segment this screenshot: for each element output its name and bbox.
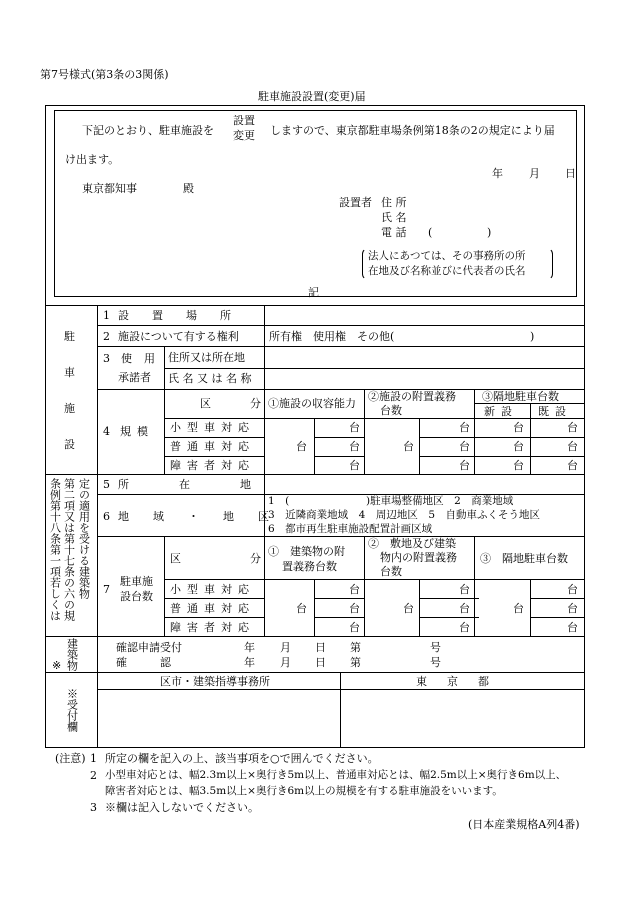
unit: 台	[567, 459, 578, 472]
row7-col2-a: ② 敷地及び建築	[368, 537, 456, 550]
row3-label-b: 承諾者	[118, 371, 151, 384]
zone-option-1b[interactable]: )駐車場整備地区 2 商業地域	[366, 495, 514, 507]
row3-number: 3	[103, 352, 110, 365]
unit: 台	[349, 440, 360, 453]
row2-label: 施設について有する権利	[118, 330, 239, 343]
row4-label: 規模	[120, 425, 154, 438]
rule	[419, 598, 479, 599]
unit: 台	[349, 583, 360, 596]
row5-number: 5	[103, 478, 110, 491]
ki-label: 記	[308, 286, 319, 299]
addressee: 東京都知事	[82, 182, 137, 195]
reception-col-city: 区市・建築指導事務所	[160, 675, 270, 688]
rule	[45, 636, 585, 637]
note1-number: 1	[90, 752, 97, 765]
corporate-note-2: 在地及び名称並びに代表者の氏名	[368, 265, 526, 277]
unit: 台	[513, 421, 524, 434]
rule	[314, 579, 315, 636]
note2-text-a: 小型車対応とは、幅2.3m以上×奥行き5m以上、普通車対応とは、幅2.5m以上×奥行き6m以上、	[105, 769, 567, 781]
conf-go: 号	[430, 656, 441, 669]
conf-label: 確 認	[116, 656, 171, 669]
row7-kubun-2: 分	[250, 552, 261, 565]
row2-number: 2	[103, 330, 110, 343]
row4-number: 4	[103, 425, 110, 438]
applicant-name-label: 氏 名	[381, 211, 407, 224]
unit: 台	[513, 602, 524, 615]
row3-sub-name: 氏名又は名称	[168, 372, 255, 385]
unit: 台	[296, 602, 307, 615]
unit: 台	[459, 421, 470, 434]
unit: 台	[403, 440, 414, 453]
side-facility-3: 施	[64, 402, 75, 415]
side-facility-1: 駐	[64, 330, 75, 343]
rule	[45, 672, 585, 673]
row7-label-a: 駐車施	[120, 575, 153, 588]
row7-type-compact: 小型車対応	[170, 583, 255, 596]
intro-text-2: しますので、東京都駐車場条例第18条の2の規定により届	[270, 124, 555, 137]
unit: 台	[349, 621, 360, 634]
date-month: 月	[529, 167, 540, 180]
row7-number: 7	[103, 583, 110, 596]
form-title: 駐車施設設置(変更)届	[258, 90, 366, 103]
side-facility-4: 設	[64, 438, 75, 451]
tel-paren-open: (	[428, 226, 433, 239]
unit: 台	[459, 621, 470, 634]
conf-apply-month: 月	[280, 641, 291, 654]
unit: 台	[349, 421, 360, 434]
rule	[314, 456, 364, 457]
unit: 台	[513, 459, 524, 472]
side-ordinance-2: 第二項又は第十七条の六の規	[62, 478, 76, 621]
rule	[530, 403, 531, 474]
rule	[419, 437, 585, 438]
conf-apply-year: 年	[244, 641, 255, 654]
unit: 台	[459, 583, 470, 596]
rule	[314, 437, 364, 438]
note1-text: 所定の欄を記入の上、該当事項を○で囲んでください。	[105, 752, 379, 765]
rule	[164, 598, 264, 599]
rule	[314, 598, 364, 599]
row7-col2-b: 物内の附置義務	[380, 551, 457, 564]
rule	[419, 456, 585, 457]
unit: 台	[459, 440, 470, 453]
rule	[264, 305, 265, 474]
row7-label-b: 設台数	[120, 590, 153, 603]
reception-col-tokyo: 東京都	[416, 675, 509, 688]
conf-apply-dai: 第	[350, 641, 361, 654]
rule	[264, 536, 265, 636]
notes-lead: (注意)	[55, 752, 86, 765]
unit: 台	[567, 621, 578, 634]
unit: 台	[567, 602, 578, 615]
rule	[419, 617, 479, 618]
row7-type-standard: 普通車対応	[170, 602, 255, 615]
row6-label: 地域・地区	[118, 510, 293, 523]
row4-col3-new: 新設	[484, 405, 518, 418]
zone-option-3[interactable]: 6 都市再生駐車施設配置計画区域	[268, 523, 433, 535]
row3-sub-address: 住所又は所在地	[168, 351, 245, 364]
side-facility-2: 車	[64, 366, 75, 379]
conf-apply-label: 確認申請受付	[116, 641, 182, 654]
rule	[164, 579, 585, 580]
row4-kubun-2: 分	[250, 397, 261, 410]
conf-year: 年	[244, 656, 255, 669]
rule	[97, 672, 98, 748]
rule	[97, 536, 585, 537]
rule	[164, 536, 165, 636]
bldg-side-mark: ※	[52, 659, 62, 672]
intro-text-1: 下記のとおり、駐車施設を	[82, 124, 214, 137]
row7-col1-b: 置義務台数	[282, 560, 337, 573]
unit: 台	[567, 440, 578, 453]
row7-col2-c: 台数	[380, 565, 402, 578]
side-ordinance-1: 条例第十八条第一項若しくは	[48, 478, 62, 621]
row6-number: 6	[103, 510, 110, 523]
rule	[97, 325, 585, 326]
option-setchi[interactable]: 設置	[233, 114, 255, 127]
rule	[419, 418, 420, 474]
rule	[97, 346, 585, 347]
row5-label: 所在地	[118, 478, 301, 491]
note2-number: 2	[90, 769, 97, 782]
side-ordinance-3: 定の適用を受ける建築物	[77, 478, 91, 599]
conf-apply-day: 日	[315, 641, 326, 654]
row7-kubun-1: 区	[170, 552, 181, 565]
reception-side-label: ※受付欄	[65, 688, 79, 732]
rule	[45, 474, 585, 475]
unit: 台	[459, 602, 470, 615]
row7-col1-a: ① 建築物の附	[268, 545, 345, 558]
rule	[419, 579, 420, 636]
date-day: 日	[565, 167, 576, 180]
rule	[474, 536, 475, 636]
unit: 台	[349, 459, 360, 472]
unit: 台	[349, 602, 360, 615]
conf-apply-go: 号	[430, 641, 441, 654]
rule	[530, 598, 585, 599]
form-number: 第7号様式(第3条の3関係)	[40, 68, 169, 81]
row4-kubun-1: 区	[200, 397, 211, 410]
rule	[314, 617, 364, 618]
rule	[164, 617, 264, 618]
tel-paren-close: )	[487, 226, 492, 239]
installation-location-field[interactable]	[265, 306, 585, 325]
note2-text-b: 障害者対応とは、幅3.5m以上×奥行き6m以上の規模を有する駐車施設をいいます。	[105, 785, 503, 797]
unit: 台	[567, 421, 578, 434]
corporate-note-1: 法人にあつては、その事務所の所	[368, 250, 526, 262]
unit: 台	[403, 602, 414, 615]
row4-type-compact: 小型車対応	[170, 421, 255, 434]
rule	[530, 579, 531, 636]
row4-col2-a: ②施設の附置義務	[368, 390, 456, 403]
rule	[97, 689, 585, 690]
intro-text-3: け出ます。	[65, 153, 120, 166]
note3-number: 3	[90, 801, 97, 814]
applicant-address-label: 住 所	[381, 196, 407, 209]
rule	[530, 617, 585, 618]
row4-col2-b: 台数	[380, 404, 402, 417]
rule	[164, 368, 585, 369]
row7-col3: ③ 隔地駐車台数	[480, 552, 568, 565]
rule	[164, 437, 264, 438]
note3-text: ※欄は記入しないでください。	[105, 801, 259, 814]
zone-option-2[interactable]: 3 近隣商業地域 4 周辺地区 5 自動車ふくそう地区	[268, 509, 541, 521]
row4-col1: ①施設の収容能力	[268, 397, 356, 410]
option-henkou[interactable]: 変更	[233, 129, 255, 142]
jis-size-note: (日本産業規格A列4番)	[468, 818, 580, 831]
applicant-label: 設置者	[339, 196, 372, 209]
row4-col3: ③隔地駐車台数	[482, 390, 559, 403]
rule	[474, 403, 585, 404]
rights-options[interactable]: 所有権 使用権 その他(	[269, 330, 395, 343]
rule	[364, 536, 365, 636]
applicant-tel-label: 電 話	[381, 226, 407, 239]
unit: 台	[459, 459, 470, 472]
conf-month: 月	[280, 656, 291, 669]
rights-other-close: )	[530, 330, 535, 343]
rule	[314, 418, 315, 474]
rule	[164, 456, 264, 457]
unit: 台	[567, 583, 578, 596]
zone-option-1[interactable]: 1 (	[268, 495, 290, 507]
date-year: 年	[492, 167, 503, 180]
row1-number: 1	[103, 309, 110, 322]
conf-dai: 第	[350, 656, 361, 669]
rule	[164, 418, 585, 419]
addressee-dono: 殿	[183, 182, 194, 195]
rule	[474, 389, 475, 474]
rule	[340, 672, 341, 748]
unit: 台	[513, 440, 524, 453]
bldg-side-label: 建築物	[65, 638, 79, 671]
conf-day: 日	[315, 656, 326, 669]
rule	[97, 305, 98, 672]
row3-label-a: 使用	[121, 352, 167, 365]
row4-type-accessible: 障害者対応	[170, 459, 255, 472]
row4-col3-existing: 既設	[538, 405, 572, 418]
unit: 台	[296, 440, 307, 453]
rule	[164, 389, 165, 474]
rule	[364, 389, 365, 474]
row4-type-standard: 普通車対応	[170, 440, 255, 453]
row1-label: 設置場所	[118, 309, 254, 322]
row7-type-accessible: 障害者対応	[170, 621, 255, 634]
